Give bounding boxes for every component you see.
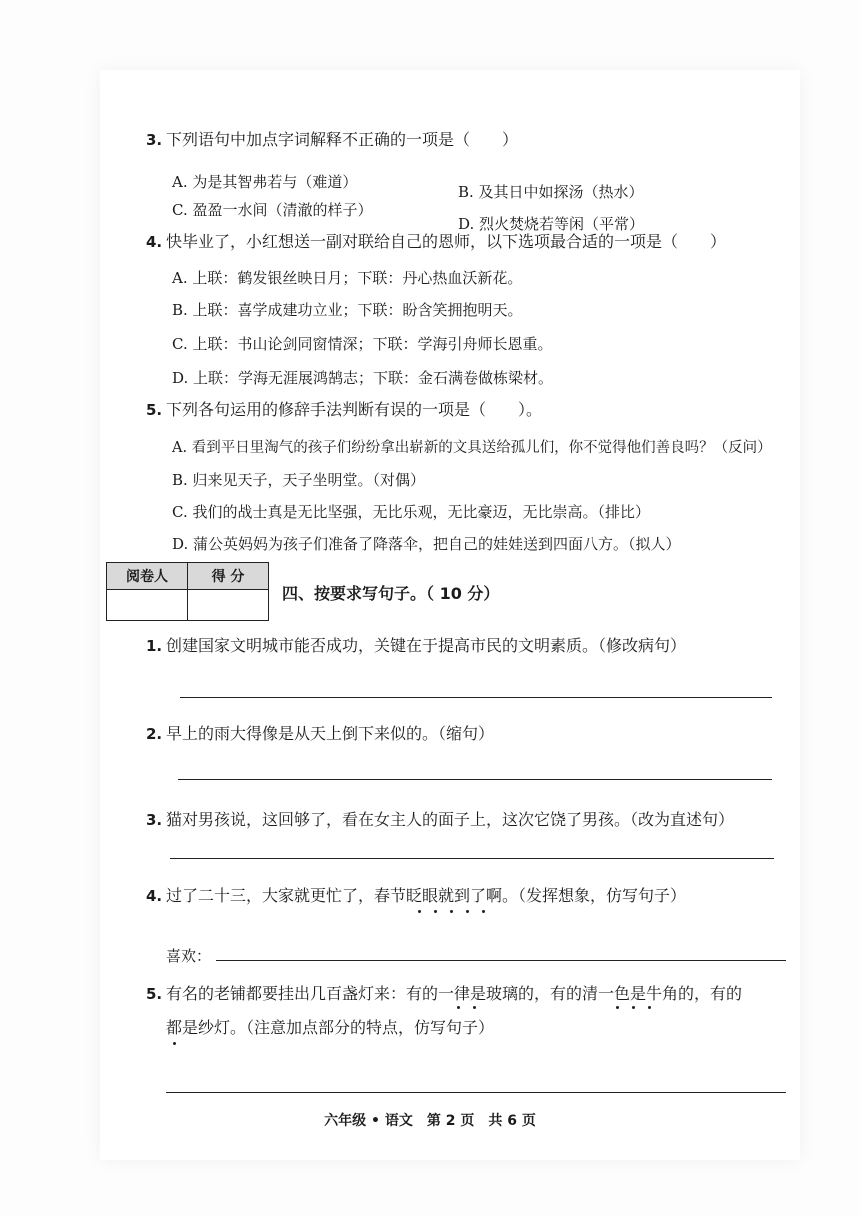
emphasis-dot xyxy=(482,910,485,913)
score-cell[interactable] xyxy=(188,590,269,621)
section-4-title: 四、按要求写句子。（ 10 分） xyxy=(282,584,500,603)
question-stem: 下列语句中加点字词解释不正确的一项是（ ） xyxy=(166,130,519,149)
item-number: 4. xyxy=(146,887,163,905)
q4-option-c: C. 上联：书山论剑同窗情深；下联：学海引舟师长恩重。 xyxy=(172,335,553,353)
q3-option-a: A. 为是其智弗若与（难道） xyxy=(172,173,358,191)
item-text: 早上的雨大得像是从天上倒下来似的。（缩句） xyxy=(166,724,495,743)
item-number: 1. xyxy=(146,637,163,655)
question-number: 4. xyxy=(146,233,163,251)
item-text: 猫对男孩说，这回够了，看在女主人的面子上，这次它饶了男孩。（改为直述句） xyxy=(166,810,735,829)
q4-option-a: A. 上联：鹤发银丝映日月；下联：丹心热血沃新花。 xyxy=(172,269,523,287)
q4-option-b: B. 上联：喜学成建功立业；下联：盼含笑拥抱明天。 xyxy=(172,301,523,319)
question-stem: 下列各句运用的修辞手法判断有误的一项是（ ）。 xyxy=(166,400,543,419)
rewrite-item-4 xyxy=(146,886,686,906)
question-5 xyxy=(146,400,542,420)
q5-option-c: C. 我们的战士真是无比坚强，无比乐观，无比豪迈，无比崇高。（排比） xyxy=(172,503,650,521)
q3-option-b: B. 及其日中如探汤（热水） xyxy=(458,183,644,201)
rewrite-item-2 xyxy=(146,724,494,744)
q5-option-b: B. 归来见天子，天子坐明堂。（对偶） xyxy=(172,471,426,489)
emphasis-dot xyxy=(648,1006,651,1009)
emphasis-dot xyxy=(450,910,453,913)
page-footer: 六年级 • 语文 第 2 页 共 6 页 xyxy=(324,1113,536,1129)
answer-line-3[interactable] xyxy=(170,858,774,859)
rewrite-item-3 xyxy=(146,810,734,830)
question-3 xyxy=(146,130,518,150)
q3-option-c: C. 盈盈一水间（清澈的样子） xyxy=(172,201,373,219)
item-number: 3. xyxy=(146,811,163,829)
emphasis-dot xyxy=(418,910,421,913)
emphasis-dot xyxy=(632,1006,635,1009)
emphasis-dot xyxy=(473,1006,476,1009)
emphasis-dot xyxy=(434,910,437,913)
question-number: 3. xyxy=(146,131,163,149)
rewrite-item-5 xyxy=(146,984,742,1004)
q5-option-d: D. 蒲公英妈妈为孩子们准备了降落伞，把自己的娃娃送到四面八方。（拟人） xyxy=(172,535,681,553)
score-header: 得 分 xyxy=(188,563,269,590)
emphasis-dot xyxy=(616,1006,619,1009)
question-stem: 快毕业了，小红想送一副对联给自己的恩师，以下选项最合适的一项是（ ） xyxy=(166,232,727,251)
q5-option-a: A. 看到平日里淘气的孩子们纷纷拿出崭新的文具送给孤儿们，你不觉得他们善良吗？（反问） xyxy=(172,440,772,456)
answer-line-2[interactable] xyxy=(178,779,772,780)
reviewer-cell[interactable] xyxy=(107,590,188,621)
emphasis-dot xyxy=(466,910,469,913)
answer-line-4[interactable] xyxy=(216,960,786,961)
answer-line-5[interactable] xyxy=(166,1092,786,1093)
rewrite-item-5-continued: 都是纱灯。（注意加点部分的特点，仿写句子） xyxy=(166,1018,495,1037)
question-4 xyxy=(146,232,726,252)
q3-option-d: D. 烈火焚烧若等闲（平常） xyxy=(458,215,645,233)
item-text: 有名的老铺都要挂出几百盏灯来：有的一律是玻璃的，有的清一色是牛角的，有的 xyxy=(166,984,743,1003)
emphasis-dot xyxy=(457,1006,460,1009)
score-table xyxy=(106,562,269,621)
item-text: 创建国家文明城市能否成功，关键在于提高市民的文明素质。（修改病句） xyxy=(166,636,687,655)
answer-line-1[interactable] xyxy=(180,697,772,698)
reviewer-header: 阅卷人 xyxy=(107,563,188,590)
rewrite-item-1 xyxy=(146,636,686,656)
imitation-prompt: 喜欢： xyxy=(166,947,212,965)
item-text: 过了二十三，大家就更忙了，春节眨眼就到了啊。（发挥想象，仿写句子） xyxy=(166,886,687,905)
question-number: 5. xyxy=(146,401,163,419)
item-number: 5. xyxy=(146,985,163,1003)
emphasis-dot xyxy=(173,1042,176,1045)
q4-option-d: D. 上联：学海无涯展鸿鹄志；下联：金石满卷做栋梁材。 xyxy=(172,369,554,387)
item-number: 2. xyxy=(146,725,163,743)
